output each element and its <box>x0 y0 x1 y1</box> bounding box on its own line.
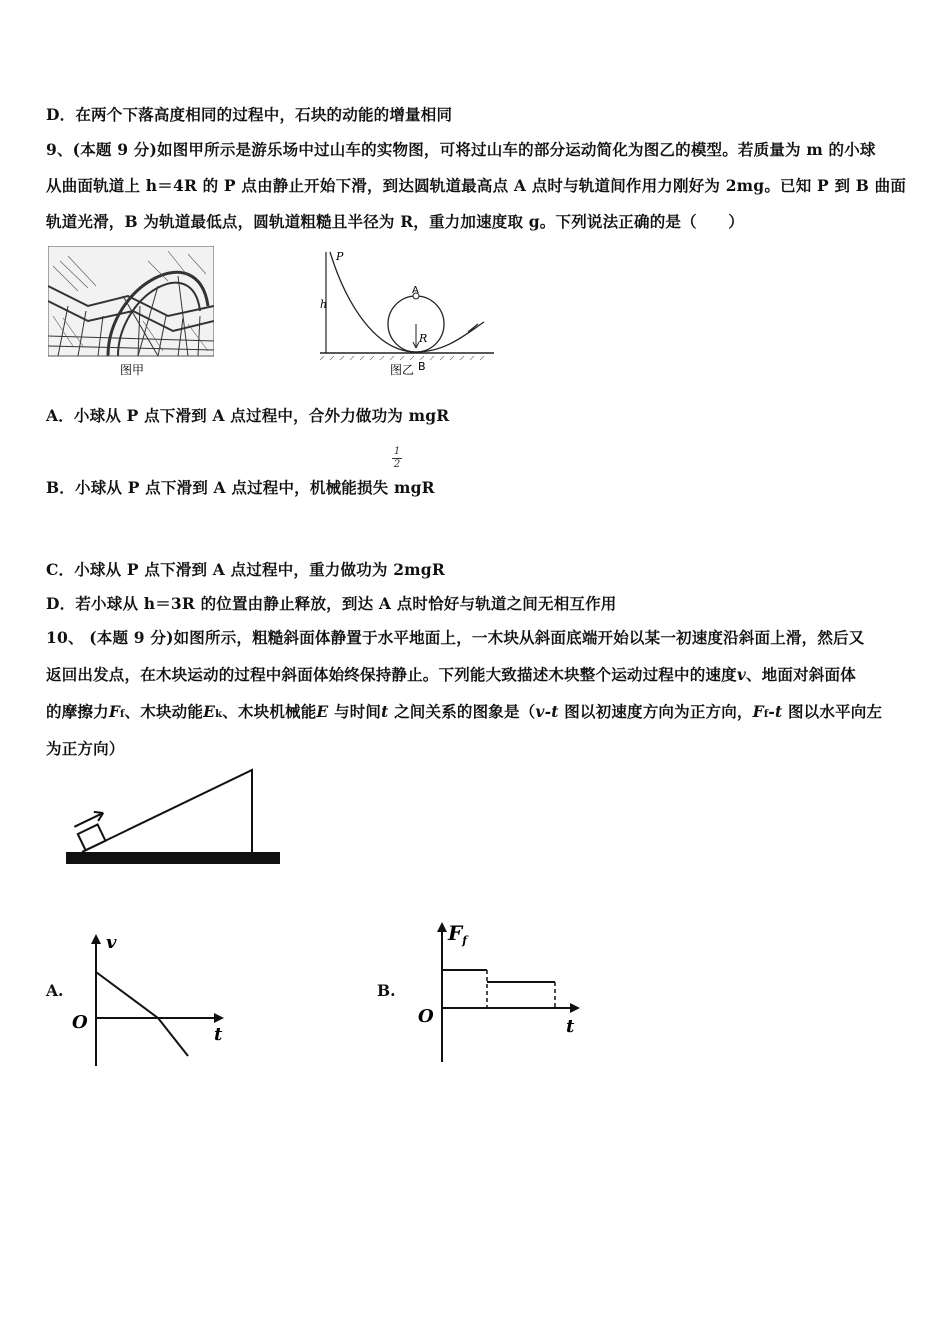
q10-stem-line4: 为正方向） <box>46 739 125 758</box>
graph-a-origin: O <box>72 1012 88 1033</box>
velocity-time-graph <box>66 928 236 1068</box>
ground-block <box>66 852 280 864</box>
q10-stem-line3: 的摩擦力Ff、木块动能Ek、木块机械能E 与时间t 之间关系的图象是（v-t 图以初速度方向为正方向，Ff-t 图以水平向左 <box>46 702 883 721</box>
label-b: B <box>418 360 426 373</box>
graph-b-y-label: $F_f$ <box>448 921 467 947</box>
incline-figure <box>60 764 286 874</box>
friction-time-graph <box>414 916 588 1066</box>
graph-a-y-arrow <box>91 934 101 944</box>
figure-jia-caption: 图甲 <box>120 363 145 377</box>
graph-a-velocity-line <box>96 972 188 1056</box>
fraction-one-half <box>392 446 402 471</box>
graph-a-y-label: v <box>106 932 117 953</box>
figure-yi <box>316 244 496 382</box>
graph-a-x-label: t <box>214 1024 223 1045</box>
curved-track <box>330 252 484 352</box>
graph-a-label: A. <box>46 981 64 1000</box>
figure-yi-caption: 图乙 <box>390 363 415 377</box>
label-p: P <box>336 250 344 263</box>
roller-coaster-photo <box>48 246 214 381</box>
figure-jia <box>48 246 214 381</box>
graph-b-x-arrow <box>570 1003 580 1013</box>
q9-stem-line3: 轨道光滑，B 为轨道最低点，圆轨道粗糙且半径为 R，重力加速度取 g。下列说法正确的是（ ） <box>46 212 744 231</box>
graph-b-x-label: t <box>566 1016 575 1037</box>
q9-option-c: C．小球从 P 点下滑到 A 点过程中，重力做功为 2mgR <box>46 560 445 579</box>
q9-stem-line2: 从曲面轨道上 h＝4R 的 P 点由静止开始下滑，到达圆轨道最高点 A 点时与轨道间作用力刚好为 2mg。已知 P 到 B 曲面 <box>46 176 907 195</box>
graph-b <box>414 916 588 1066</box>
fraction-numerator: 1 <box>393 446 401 457</box>
label-h: h <box>320 298 328 311</box>
q8-option-d: D．在两个下落高度相同的过程中，石块的动能的增量相同 <box>46 105 453 124</box>
q9-option-b: B．小球从 P 点下滑到 A 点过程中，机械能损失 mgR <box>46 478 435 497</box>
wood-block <box>78 825 106 851</box>
graph-b-label: B. <box>377 981 396 1000</box>
graph-a-x-arrow <box>214 1013 224 1023</box>
q9-option-a: A．小球从 P 点下滑到 A 点过程中，合外力做功为 mgR <box>46 406 450 425</box>
graph-a <box>66 928 236 1068</box>
label-r: R <box>419 332 428 345</box>
q9-stem-line1: 9、(本题 9 分)如图甲所示是游乐场中过山车的实物图，可将过山车的部分运动简化为图乙的模型。若质量为 m 的小球 <box>46 140 876 159</box>
fraction-denominator: 2 <box>393 459 401 470</box>
q10-stem-line1: 10、 (本题 9 分)如图所示，粗糙斜面体静置于水平地面上，一木块从斜面底端开始以某一初速度沿斜面上滑，然后又 <box>46 628 865 647</box>
graph-b-origin: O <box>418 1006 434 1027</box>
incline-body <box>82 770 252 852</box>
q9-option-d: D．若小球从 h＝3R 的位置由静止释放，到达 A 点时恰好与轨道之间无相互作用 <box>46 594 617 613</box>
track-model-diagram <box>316 244 496 382</box>
incline-diagram <box>60 764 286 874</box>
label-a: A <box>412 285 419 296</box>
graph-b-y-arrow <box>437 922 447 932</box>
q10-stem-line2: 返回出发点，在木块运动的过程中斜面体始终保持静止。下列能大致描述木块整个运动过程中的速度v、地面对斜面体 <box>46 665 856 684</box>
